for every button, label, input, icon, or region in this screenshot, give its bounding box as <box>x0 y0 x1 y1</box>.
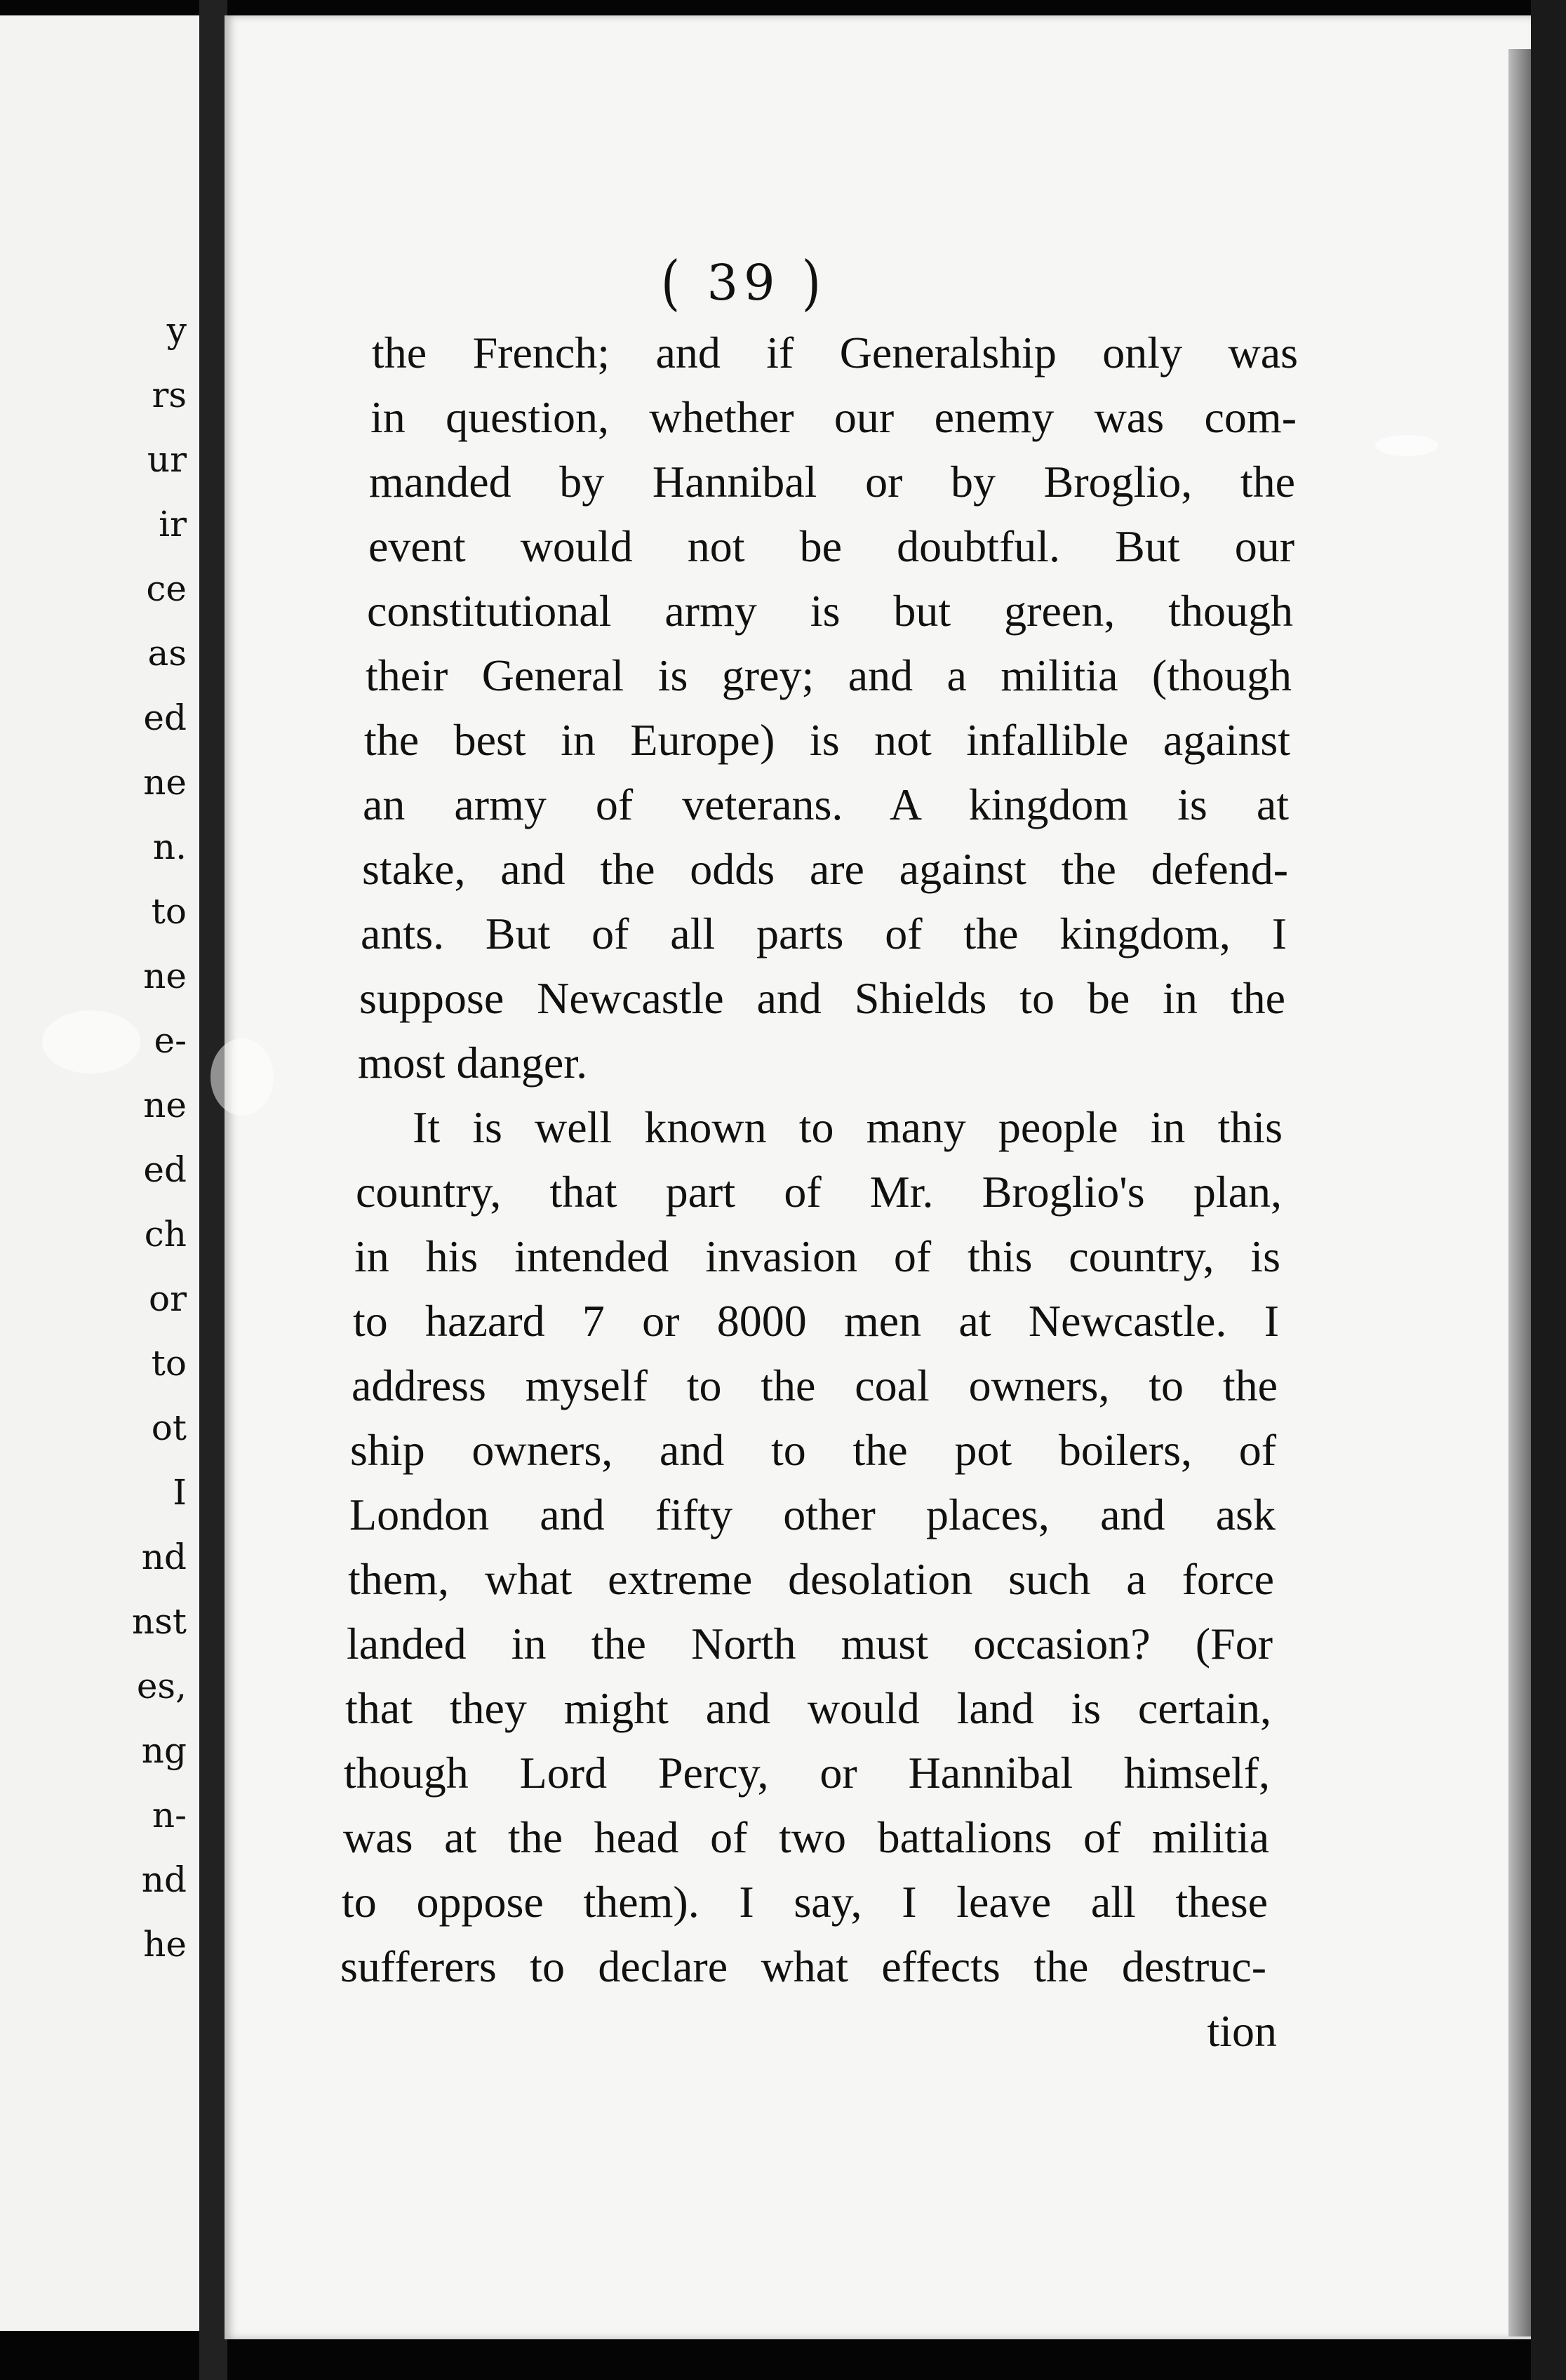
gutter-shadow <box>199 0 227 2380</box>
text-line: manded by Hannibal or by Broglio, the <box>369 457 1295 507</box>
left-page-fragment: or <box>148 1278 187 1319</box>
text-line: an army of veterans. A kingdom is at <box>363 780 1289 829</box>
paper-speck <box>42 1010 140 1074</box>
page-number-close-paren: ) <box>801 248 827 318</box>
left-page-fragment: rs <box>152 375 187 415</box>
text-line: the French; and if Generalship only was <box>372 328 1298 377</box>
text-line: ship owners, and to the pot boilers, of <box>350 1425 1276 1475</box>
text-line: address myself to the coal owners, to the <box>352 1361 1278 1410</box>
left-page-fragment: I <box>173 1472 187 1513</box>
page-edge-shade <box>1508 49 1531 2336</box>
left-page-fragment: e- <box>154 1020 187 1061</box>
left-page-fragment: nd <box>141 1537 187 1577</box>
left-page-fragment: ne <box>143 762 187 803</box>
left-page-fragment: n. <box>152 827 187 867</box>
left-page-fragment: n- <box>152 1795 187 1836</box>
left-page-fragment: y <box>166 310 187 351</box>
text-line: was at the head of two battalions of militia <box>343 1812 1269 1862</box>
text-line: event would not be doubtful. But our <box>368 521 1294 571</box>
left-page-fragment: nst <box>132 1601 187 1642</box>
left-page-fragment: nd <box>141 1859 187 1900</box>
left-page-fragment: to <box>151 891 187 932</box>
left-page-fragment: ne <box>143 956 187 996</box>
text-line: though Lord Percy, or Hannibal himself, <box>344 1748 1270 1798</box>
left-page-fragment: ng <box>141 1730 187 1771</box>
left-page-fragment: ed <box>143 1149 187 1190</box>
text-line: suppose Newcastle and Shields to be in the <box>359 973 1285 1023</box>
text-line: It is well known to many people in this <box>413 1102 1283 1152</box>
left-page-fragment: ed <box>143 697 187 738</box>
text-line: landed in the North must occasion? (For <box>347 1619 1273 1669</box>
text-line: the best in Europe) is not infallible against <box>364 715 1290 765</box>
page-number-open-paren: ( <box>660 248 686 318</box>
text-line: sufferers to declare what effects the destruc- <box>340 1941 1266 1991</box>
text-line: their General is grey; and a militia (though <box>366 650 1292 700</box>
previous-page-edge <box>0 15 201 2331</box>
left-page-fragment: he <box>143 1924 187 1965</box>
left-page-fragment: to <box>151 1343 187 1384</box>
left-page-fragment: as <box>147 633 187 674</box>
right-border <box>1531 0 1566 2380</box>
text-line: to hazard 7 or 8000 men at Newcastle. I <box>353 1296 1279 1346</box>
page-number-value: 39 <box>707 254 781 312</box>
paper-speck <box>1375 435 1438 456</box>
text-line: country, that part of Mr. Broglio's plan, <box>356 1167 1282 1217</box>
left-page-fragment: ot <box>151 1408 187 1448</box>
left-page-fragment: es, <box>136 1666 187 1706</box>
text-line: that they might and would land is certain, <box>345 1683 1271 1733</box>
text-line: constitutional army is but green, though <box>367 586 1293 636</box>
left-page-fragment: ch <box>144 1214 187 1255</box>
text-line: to oppose them). I say, I leave all these <box>342 1877 1268 1927</box>
left-page-fragment: ce <box>146 568 187 609</box>
text-line: most danger. <box>358 1038 588 1088</box>
text-line: ants. But of all parts of the kingdom, I <box>361 909 1287 958</box>
text-line: London and fifty other places, and ask <box>349 1490 1276 1539</box>
page-number <box>533 248 954 318</box>
left-page-fragment: ne <box>143 1085 187 1125</box>
text-line: in his intended invasion of this country, is <box>354 1231 1280 1281</box>
text-line: stake, and the odds are against the defend- <box>362 844 1288 894</box>
text-line: them, what extreme desolation such a force <box>348 1554 1274 1604</box>
paper-speck <box>210 1038 274 1116</box>
text-line: in question, whether our enemy was com- <box>370 392 1297 442</box>
catchword: tion <box>1207 2006 1277 2056</box>
left-page-fragment: ir <box>159 504 187 544</box>
left-page-fragment: ur <box>147 439 187 480</box>
